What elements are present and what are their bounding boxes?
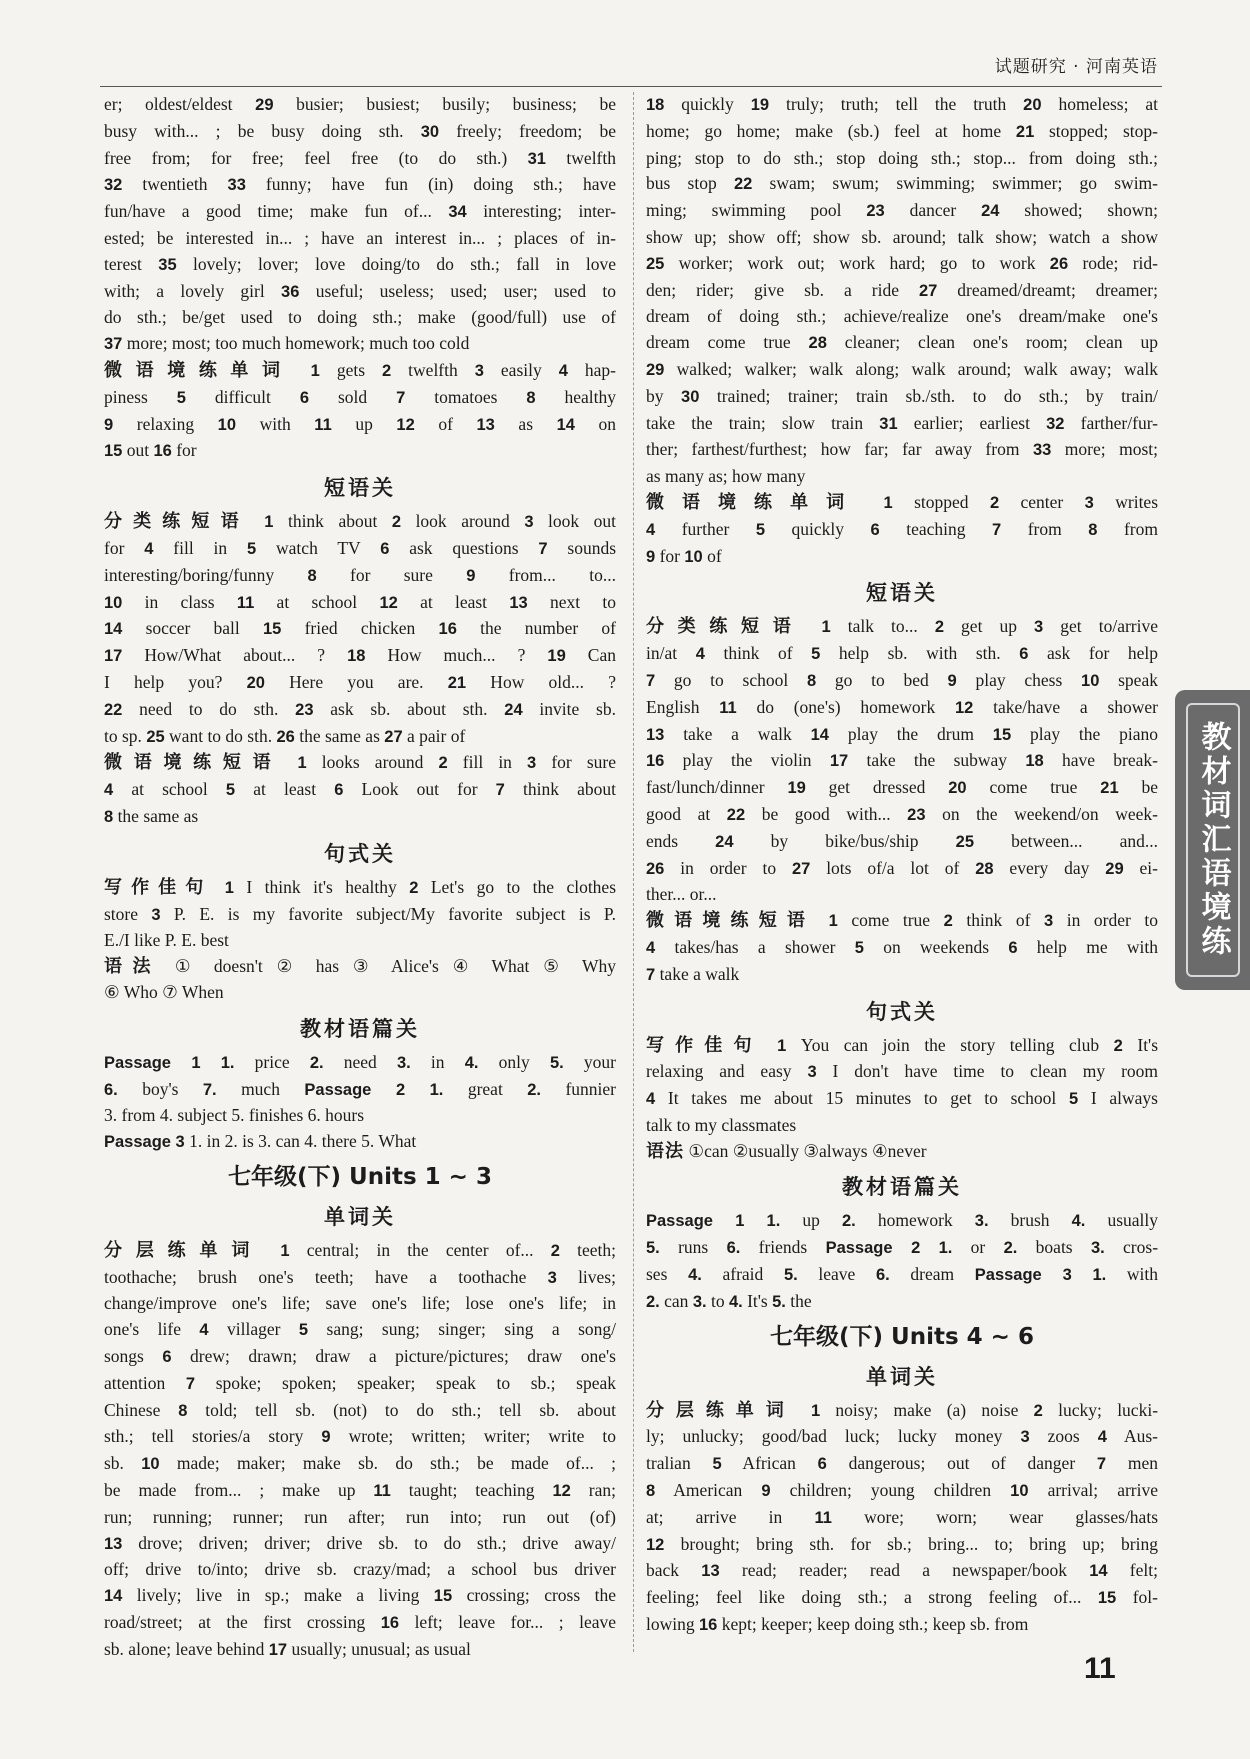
side-chapter-tab — [1175, 690, 1250, 990]
right-column — [646, 92, 1158, 1639]
text-line: sth.; tell stories/a story 9 wrote; written; writer; write to — [104, 1426, 616, 1447]
text-line: English 11 do (one's) homework 12 take/have a shower — [646, 696, 1158, 717]
text-line: do sth.; be/get used to doing sth.; make (good/full) use of — [104, 307, 616, 328]
text-line: 4 at school 5 at least 6 Look out for 7 think about — [104, 779, 616, 800]
text-line: 16 play the violin 17 take the subway 18 have break- — [646, 750, 1158, 771]
text-line: free from; for free; feel free (to do sth.) 31 twelfth — [104, 147, 616, 168]
text-line: 3. from 4. subject 5. finishes 6. hours — [104, 1105, 365, 1126]
text-line: Passage 3 1. in 2. is 3. can 4. there 5. What — [104, 1131, 417, 1152]
text-line: 写作佳句 1 I think it's healthy 2 Let's go to the clothes — [104, 876, 616, 898]
left-phrases-block — [104, 509, 616, 831]
text-line: 微语境练单词 1 stopped 2 center 3 writes — [646, 491, 1158, 513]
right-vocab-block-1 — [646, 92, 1158, 570]
left-words-block — [104, 1238, 616, 1664]
right-words-block — [646, 1398, 1158, 1639]
text-line: home; go home; make (sb.) feel at home 21 stopped; stop- — [646, 120, 1158, 141]
text-line: terest 35 lovely; lover; love doing/to do sth.; fall in love — [104, 253, 616, 274]
text-line: dream of doing sth.; achieve/realize one's dream/make one's — [646, 306, 1158, 327]
text-line: Passage 1 1. up 2. homework 3. brush 4. usually — [646, 1210, 1158, 1231]
text-line: 分类练短语 1 think about 2 look around 3 look out — [104, 511, 616, 533]
text-line: fun/have a good time; make fun of... 34 interesting; inter- — [104, 201, 616, 222]
text-line: busy with... ; be busy doing sth. 30 freely; freedom; be — [104, 120, 616, 141]
text-line: sb. alone; leave behind 17 usually; unusual; as usual — [104, 1638, 471, 1659]
text-line: 6. boy's 7. much Passage 2 1. great 2. funnier — [104, 1078, 616, 1099]
section-title-sentences: 句式关 — [866, 999, 938, 1024]
text-line: 语法 ①can ②usually ③always ④never — [646, 1140, 927, 1162]
text-line: ther; farthest/furthest; how far; far away from 33 more; most; — [646, 439, 1158, 460]
text-line: run; running; runner; run after; run into; run out (of) — [104, 1506, 616, 1527]
text-line: songs 6 drew; drawn; draw a picture/pictures; draw one's — [104, 1346, 616, 1367]
text-line: show up; show off; show sb. around; talk show; watch a show — [646, 226, 1158, 247]
text-line: 17 How/What about... ? 18 How much... ? 19 Can — [104, 645, 616, 666]
text-line: 22 need to do sth. 23 ask sb. about sth. 24 invite sb. — [104, 698, 616, 719]
text-line: sb. 10 made; maker; make sb. do sth.; be made of... ; — [104, 1453, 616, 1474]
text-line: ping; stop to do sth.; stop doing sth.; stop... from doing sth.; — [646, 147, 1158, 168]
text-line: 微语境练单词 1 gets 2 twelfth 3 easily 4 hap- — [104, 359, 616, 381]
text-line: 37 more; most; too much homework; much too cold — [104, 333, 470, 354]
text-line: 8 the same as — [104, 805, 199, 826]
text-line: 18 quickly 19 truly; truth; tell the truth 20 homeless; at — [646, 94, 1158, 114]
text-line: Passage 1 1. price 2. need 3. in 4. only 5. your — [104, 1051, 616, 1072]
left-sentences-block — [104, 875, 616, 1006]
text-line: to sp. 25 want to do sth. 26 the same as 27 a pair of — [104, 725, 466, 746]
text-line: talk to my classmates — [646, 1114, 797, 1135]
text-line: I help you? 20 Here you are. 21 How old... ? — [104, 671, 616, 692]
left-passages-block — [104, 1050, 616, 1156]
text-line: ming; swimming pool 23 dancer 24 showed; shown; — [646, 200, 1158, 221]
text-line: E./I like P. E. best — [104, 930, 229, 951]
section-title-phrases: 短语关 — [866, 581, 938, 606]
side-tab-frame — [1186, 703, 1240, 977]
text-line: 29 walked; walker; walk along; walk around; walk away; walk — [646, 358, 1158, 379]
text-line: 12 brought; bring sth. for sb.; bring... to; bring up; bring — [646, 1533, 1158, 1554]
text-line: 13 take a walk 14 play the drum 15 play the piano — [646, 723, 1158, 744]
text-line: 写作佳句 1 You can join the story telling club 2 It's — [646, 1034, 1158, 1056]
text-line: 32 twentieth 33 funny; have fun (in) doing sth.; have — [104, 174, 616, 195]
text-line: 2. can 3. to 4. It's 5. the — [646, 1290, 812, 1311]
header-rule — [100, 86, 1162, 87]
text-line: 4 takes/has a shower 5 on weekends 6 help me with — [646, 936, 1158, 957]
text-line: piness 5 difficult 6 sold 7 tomatoes 8 healthy — [104, 386, 616, 407]
text-line: Chinese 8 told; tell sb. (not) to do sth.; tell sb. about — [104, 1399, 616, 1420]
text-line: feeling; feel like doing sth.; a strong feeling of... 15 fol- — [646, 1587, 1158, 1608]
section-title-words: 单词关 — [324, 1204, 396, 1229]
text-line: with; a lovely girl 36 useful; useless; used; user; used to — [104, 280, 616, 301]
text-line: fast/lunch/dinner 19 get dressed 20 come true 21 be — [646, 777, 1158, 798]
text-line: 14 soccer ball 15 fried chicken 16 the number of — [104, 618, 616, 639]
text-line: lowing 16 kept; keeper; keep doing sth.; keep sb. from — [646, 1614, 1029, 1635]
text-line: ly; unlucky; good/bad luck; lucky money 3 zoos 4 Aus- — [646, 1426, 1158, 1447]
side-tab-label: 教材词汇语境练 — [1195, 721, 1231, 959]
text-line: tralian 5 African 6 dangerous; out of danger 7 men — [646, 1453, 1158, 1474]
grade-title-units-4-6: 七年级(下) Units 4 ~ 6 — [770, 1323, 1034, 1350]
text-line: ends 24 by bike/bus/ship 25 between... and... — [646, 830, 1158, 851]
section-title-sentences: 句式关 — [324, 841, 396, 866]
text-line: 5. runs 6. friends Passage 2 1. or 2. boats 3. cros- — [646, 1237, 1158, 1258]
left-vocab-block-1 — [104, 92, 616, 358]
text-line: at; arrive in 11 wore; worn; wear glasses/hats — [646, 1506, 1158, 1527]
text-line: good at 22 be good with... 23 on the weekend/on week- — [646, 803, 1158, 824]
text-line: 14 lively; live in sp.; make a living 15 crossing; cross the — [104, 1585, 616, 1606]
text-line: 4 further 5 quickly 6 teaching 7 from 8 from — [646, 518, 1158, 539]
text-line: 4 It takes me about 15 minutes to get to school 5 I always — [646, 1088, 1158, 1109]
text-line: in/at 4 think of 5 help sb. with sth. 6 ask for help — [646, 643, 1158, 664]
section-title-words: 单词关 — [866, 1364, 938, 1389]
text-line: ther... or... — [646, 884, 717, 905]
text-line: 9 relaxing 10 with 11 up 12 of 13 as 14 on — [104, 413, 616, 434]
right-passages-block — [646, 1208, 1158, 1315]
text-line: dream come true 28 cleaner; clean one's room; clean up — [646, 332, 1158, 353]
text-line: take the train; slow train 31 earlier; earliest 32 farther/fur- — [646, 412, 1158, 433]
text-line: for 4 fill in 5 watch TV 6 ask questions 7 sounds — [104, 537, 616, 558]
text-line: 微语境练短语 1 looks around 2 fill in 3 for sure — [104, 752, 616, 774]
grade-title-units-1-3: 七年级(下) Units 1 ~ 3 — [228, 1163, 492, 1190]
right-phrases-block — [646, 614, 1158, 988]
text-line: change/improve one's life; save one's life; lose one's life; in — [104, 1293, 616, 1314]
text-line: 15 out 16 for — [104, 440, 197, 461]
text-line: den; rider; give sb. a ride 27 dreamed/dreamt; dreamer; — [646, 279, 1158, 300]
page-number: 11 — [1084, 1652, 1116, 1685]
right-sentences-block — [646, 1033, 1158, 1165]
section-title-phrases: 短语关 — [324, 476, 396, 501]
text-line: one's life 4 villager 5 sang; sung; singer; sing a song/ — [104, 1319, 616, 1340]
text-line: 7 take a walk — [646, 963, 740, 984]
text-line: 13 drove; driven; driver; drive sb. to do sth.; drive away/ — [104, 1532, 616, 1553]
left-column — [104, 92, 616, 1664]
text-line: 分类练短语 1 talk to... 2 get up 3 get to/arrive — [646, 616, 1158, 638]
text-line: ⑥ Who ⑦ When — [104, 981, 224, 1002]
text-line: back 13 read; reader; read a newspaper/book 14 felt; — [646, 1560, 1158, 1581]
text-line: 8 American 9 children; young children 10 arrival; arrive — [646, 1480, 1158, 1501]
text-line: ested; be interested in... ; have an interest in... ; places of in- — [104, 227, 616, 248]
text-line: off; drive to/into; drive sb. crazy/mad; a school bus driver — [104, 1559, 616, 1580]
text-line: toothache; brush one's teeth; have a toothache 3 lives; — [104, 1266, 616, 1287]
column-divider — [633, 92, 634, 1652]
left-micro-context-words — [104, 358, 616, 465]
text-line: attention 7 spoke; spoken; speaker; speak to sb.; speak — [104, 1372, 616, 1393]
text-line: road/street; at the first crossing 16 left; leave for... ; leave — [104, 1612, 616, 1633]
text-line: 26 in order to 27 lots of/a lot of 28 every day 29 ei- — [646, 857, 1158, 878]
text-line: 25 worker; work out; work hard; go to work 26 rode; rid- — [646, 252, 1158, 273]
text-line: bus stop 22 swam; swum; swimming; swimmer; go swim- — [646, 173, 1158, 194]
text-line: 10 in class 11 at school 12 at least 13 next to — [104, 591, 616, 612]
text-line: relaxing and easy 3 I don't have time to clean my room — [646, 1061, 1158, 1082]
section-title-passages: 教材语篇关 — [300, 1016, 420, 1041]
text-line: 7 go to school 8 go to bed 9 play chess 10 speak — [646, 669, 1158, 690]
text-line: store 3 P. E. is my favorite subject/My favorite subject is P. — [104, 903, 616, 924]
page-header: 试题研究 · 河南英语 — [994, 57, 1158, 77]
text-line: 分层练单词 1 central; in the center of... 2 teeth; — [104, 1239, 616, 1261]
text-line: as many as; how many — [646, 466, 806, 487]
text-line: interesting/boring/funny 8 for sure 9 from... to... — [104, 564, 616, 585]
section-title-passages: 教材语篇关 — [842, 1175, 962, 1200]
text-line: be made from... ; make up 11 taught; teaching 12 ran; — [104, 1480, 616, 1501]
text-line: er; oldest/eldest 29 busier; busiest; busily; business; be — [104, 94, 616, 114]
text-line: 语法 ① doesn't ② has ③ Alice's ④ What ⑤ Why — [104, 956, 616, 978]
text-line: 微语境练短语 1 come true 2 think of 3 in order to — [646, 910, 1158, 932]
text-line: by 30 trained; trainer; train sb./sth. to do sth.; by train/ — [646, 385, 1158, 406]
text-line: 分层练单词 1 noisy; make (a) noise 2 lucky; lucki- — [646, 1399, 1158, 1421]
text-line: ses 4. afraid 5. leave 6. dream Passage 3 1. with — [646, 1264, 1158, 1285]
text-line: 9 for 10 of — [646, 545, 722, 566]
